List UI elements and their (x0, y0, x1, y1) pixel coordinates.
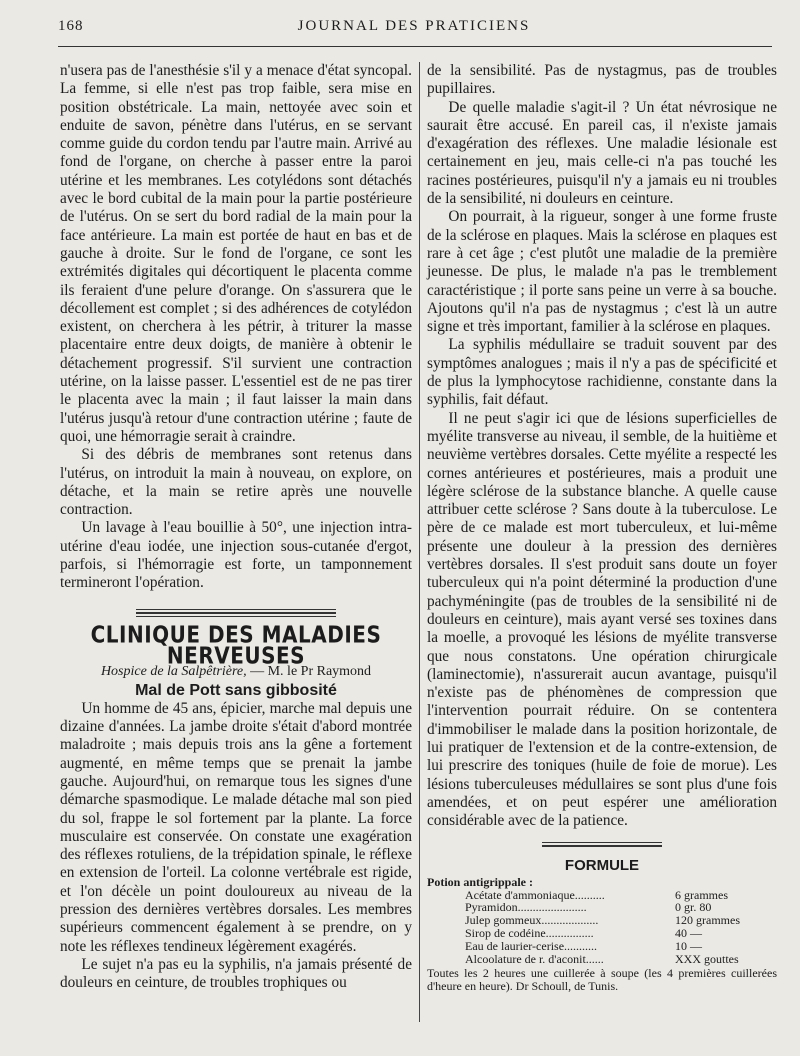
right-column (427, 62, 777, 993)
journal-title: JOURNAL DES PRATICIENS (297, 18, 531, 34)
paragraph: De quelle maladie s'agit-il ? Un état névrosique ne saurait être accusé. En pareil cas, il n'existe jamais d'exagération des réflexes. Une maladie lésionale est certainement en jeu, mais celle-ci n'a pas touché les racines postérieures, puisqu'il n'y a jamais eu ni troubles de la sensibilité, ni douleurs en ceinture. (427, 98, 777, 208)
paragraph: Un lavage à l'eau bouillie à 50°, une injection intra-utérine d'eau iodée, une injection sous-cutanée d'ergot, parfois, si l'hémorragie est forte, un tamponnement termineront l'opération. (60, 519, 412, 592)
left-column (60, 62, 412, 993)
article-title: Mal de Pott sans gibbosité (135, 681, 337, 699)
running-header (58, 18, 770, 40)
page-number: 168 (58, 18, 84, 34)
ingredient-qty: 0 gr. 80 (675, 900, 712, 915)
ingredient-name: Acétate d'ammoniaque.......... (465, 887, 605, 902)
ingredient-qty: 10 — (675, 938, 702, 953)
ingredient-name: Eau de laurier-cerise........... (465, 938, 598, 953)
paragraph: Si des débris de membranes sont retenus dans l'utérus, on introduit la main à nouveau, on explore, on détache, et la main se retire après une nouvelle contraction. (60, 446, 412, 519)
paragraph: La syphilis médullaire se traduit souvent par des symptômes analogues ; mais il n'y a pas de spécificité et de plus la lymphocytose rachidienne, constante dans la syphilis, fait défaut. (427, 336, 777, 409)
ingredient-row (465, 927, 765, 940)
paragraph: Il ne peut s'agir ici que de lésions superficielles de myélite transverse au niveau, il semble, de la huitième et neuvième vertèbres dorsales. Cette myélite a respecté les cornes antérieures et postérieures, mais a produit une légère sclérose de la substance blanche. A quelle cause attribuer cette sclérose ? Sans doute à la tuberculose. Le père de ce malade est mort tuberculeux, et lui-même présente une douleur à la pression des dernières vertèbres dorsales. Il s'est produit sans doute un foyer tuberculeux qui n'a point déterminé la production d'une pachyméningite (pas de troubles de la sensibilité ni de douleurs en ceinture), mais ayant versé ses toxines dans la moelle, a provoqué les lésions de myélite transverse que nous constatons. Une opération chirurgicale (laminectomie), n'assurerait aucun avantage, puisqu'il n'existe pas de phénomènes de compression que l'intervention pourrait réduire. On se contentera d'immobiliser le malade dans la position horizontale, de lui pratiquer de l'extension et de la contre-extension, de lui prescrire des toniques (huile de foie de morue). Les lésions tuberculeuses médullaires se sont plus d'une fois amendées, et on peut espérer une amélioration considérable avec de la patience. (427, 409, 777, 830)
ingredient-name: Pyramidon....................... (465, 900, 587, 915)
ingredient-row (465, 953, 765, 966)
paragraph: de la sensibilité. Pas de nystagmus, pas de troubles pupillaires. (427, 62, 777, 98)
ingredient-row (465, 940, 765, 953)
recipe (427, 876, 777, 993)
hospice-place: Hospice de la Salpêtrière, (100, 664, 247, 680)
hospice-author: — M. le Pr Raymond (246, 664, 372, 680)
ingredient-name: Sirop de codéine................ (465, 925, 594, 940)
paragraph: Le sujet n'a pas eu la syphilis, n'a jamais présenté de douleurs en ceinture, de troubles trophiques ou (60, 955, 412, 992)
recipe-title: Potion antigrippale : (427, 874, 534, 889)
formule-divider (542, 842, 662, 847)
paragraph: n'usera pas de l'anesthésie s'il y a menace d'état syncopal. La femme, si elle n'est pas trop faible, sera mise en position obstétricale. La main, nettoyée avec soin et enduite de savon, pénètre dans l'utérus, en se servant comme guide du cordon tendu par l'autre main. Arrivé au fond de l'organe, on cherche à passer entre la paroi utérine et les membranes. Les cotylédons sont détachés avec le bord cubital de la main pour la partie postérieure de l'utérus. On se sert du bord radial de la main pour la face antérieure. La main est portée de haut en bas et de gauche à droite. Sur le fond de l'organe, ce sont les extrémités digitales qui décortiquent le placenta comme ils feraient d'une pelure d'orange. On s'assurera que le décollement est complet ; si des adhérences de cotylédon existent, on cherchera à les pétrir, à triturer la masse placentaire entre deux doigts, de manière à obtenir le détachement progressif. S'il survient une contraction utérine, on la laisse passer. L'essentiel est de ne pas tirer le placenta avec la main ; il faut laisser la main dans l'utérus jusqu'à retour d'une contraction utérine ; faute de quoi, une hémorragie serait à craindre. (60, 62, 412, 445)
header-rule (58, 46, 772, 47)
paragraph: Un homme de 45 ans, épicier, marche mal depuis une dizaine d'années. La jambe droite s'était d'abord montrée maladroite ; mais depuis trois ans la gêne a fortement augmenté, en même temps que se prenait la jambe gauche. Aujourd'hui, on remarque tous les signes d'une démarche spasmodique. Le malade détache mal son pied du sol, frappe le sol fortement par la plante. La force musculaire est conservée. On constate une exagération des réflexes rotuliens, de la trépidation spinale, le réflexe en extension de l'orteil. La colonne vertébrale est rigide, et l'on décèle un point douloureux au niveau de la pression des dernières vertèbres dorsales. Les membres supérieurs commencent également à se prendre, on y note les réflexes tendineux légèrement exagérés. (60, 699, 412, 955)
signature: Dr Schoull, de Tunis. (515, 979, 619, 994)
ingredient-qty: 120 grammes (675, 913, 740, 928)
ingredient-table (465, 889, 765, 966)
dosage-note (427, 967, 777, 993)
ingredient-qty: 6 grammes (675, 887, 728, 902)
ingredient-name: Alcoolature de r. d'aconit...... (465, 951, 604, 966)
ingredient-qty: XXX gouttes (675, 951, 739, 966)
dosage-text: Toutes les 2 heures une cuillerée à soupe (les 4 premières cuillerées d'heure en heure). (427, 966, 777, 994)
formule-title: FORMULE (564, 857, 640, 875)
paragraph: On pourrait, à la rigueur, songer à une forme fruste de la sclérose en plaques. Mais la sclérose en plaques est rare à cet âge ; c'est plutôt une maladie de la première jeunesse. De plus, le malade n'a pas le tremblement caractéristique ; il porte sans peine un verre à sa bouche. Ajoutons qu'il n'a pas de nystagmus ; c'est là un autre signe et très important, familier à la sclérose en plaques. (427, 208, 777, 336)
ingredient-name: Julep gommeux................... (465, 913, 599, 928)
column-divider (419, 62, 420, 1022)
section-divider (136, 609, 336, 617)
section-title: CLINIQUE DES MALADIES NERVEUSES (90, 620, 382, 670)
ingredient-qty: 40 — (675, 925, 702, 940)
